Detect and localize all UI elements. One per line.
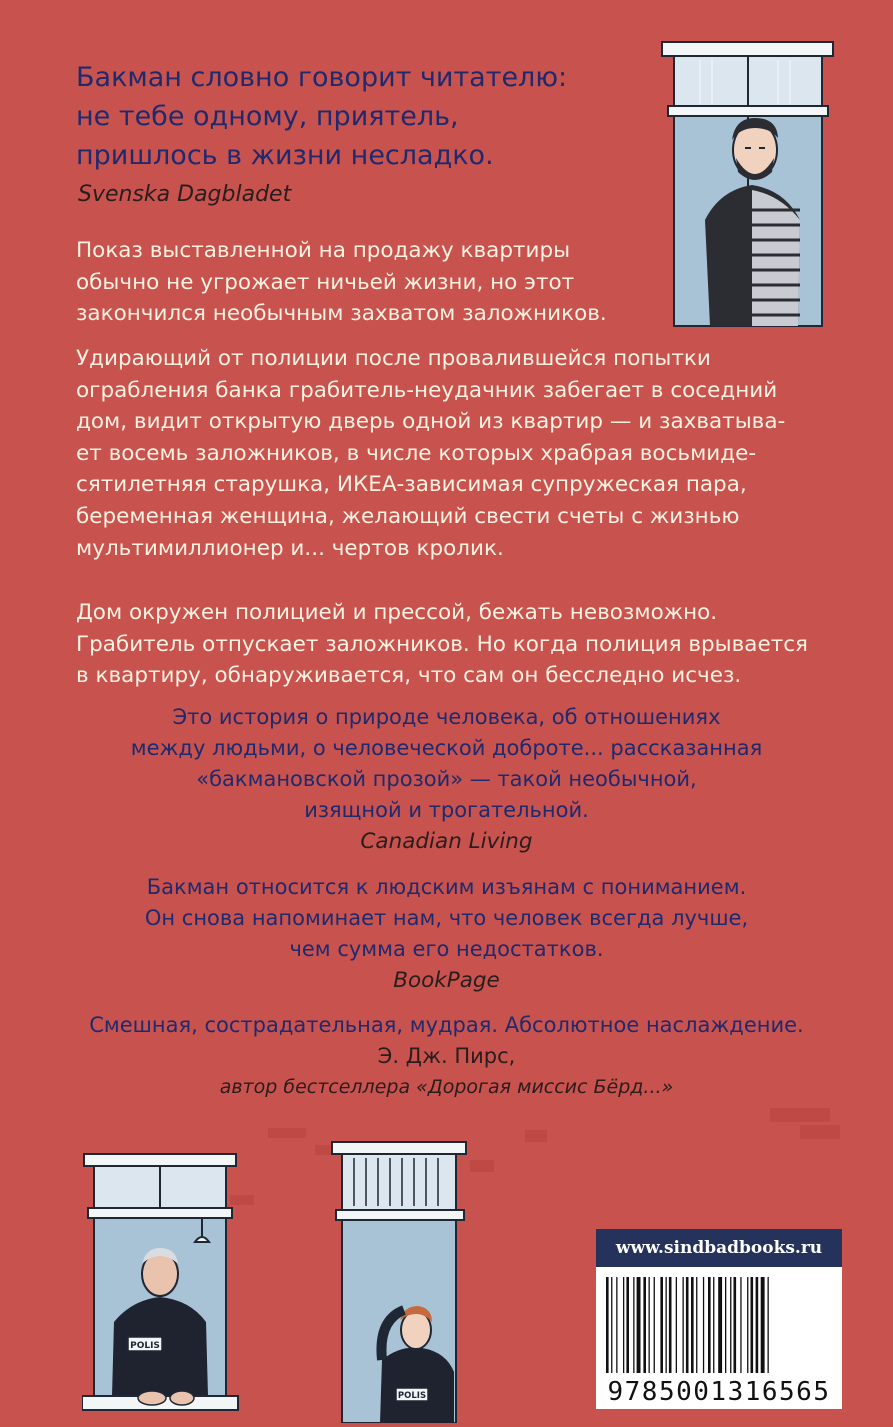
text-line: Дом окружен полицией и прессой, бежать невозможно. <box>76 600 718 625</box>
publisher-url: www.sindbadbooks.ru <box>596 1229 842 1267</box>
main-quote <box>76 58 656 175</box>
police-badge-left: POLIS <box>130 1341 160 1351</box>
barcode-bar <box>660 1277 663 1373</box>
text-line: закончился необычным захватом заложников. <box>76 301 607 327</box>
barcode-bar <box>683 1277 684 1373</box>
review-line: Это история о природе человека, об отношениях <box>172 705 721 729</box>
barcode-bar <box>751 1277 754 1373</box>
man-in-window-illustration <box>660 40 835 340</box>
barcode-bar <box>633 1277 634 1373</box>
barcode-bar <box>649 1277 650 1373</box>
review-line: Бакман относится к людским изъянам с пониманием. <box>146 875 747 899</box>
text-line: беременная женщина, желающий свести счеты с жизнью <box>76 503 740 529</box>
isbn-barcode <box>596 1229 842 1409</box>
barcode-bar <box>666 1277 667 1373</box>
window-illustration-bottom-left <box>82 1152 242 1423</box>
window-illustration-bottom-middle <box>330 1140 470 1423</box>
main-quote-line: пришлось в жизни несладко. <box>76 140 494 171</box>
barcode-bar <box>713 1277 714 1373</box>
barcode-bar <box>696 1277 697 1373</box>
text-line: в квартиру, обнаруживается, что сам он бесследно исчез. <box>76 663 742 689</box>
main-quote-line: не тебе одному, приятель, <box>76 101 459 132</box>
text-line: Удирающий от полиции после провалившейся попытки <box>76 346 711 371</box>
text-line: обычно не угрожает ничьей жизни, но этот <box>76 269 575 295</box>
text-line: Грабитель отпускает заложников. Но когда полиция врывается <box>76 631 808 657</box>
barcode-bar <box>734 1277 737 1373</box>
barcode-bar <box>730 1277 731 1373</box>
text-line: мультимиллионер и... чертов кролик. <box>76 535 504 561</box>
barcode-bar <box>768 1277 769 1373</box>
police-badge-right: POLIS <box>397 1391 427 1401</box>
barcode-bars <box>604 1277 834 1373</box>
barcode-bar <box>740 1277 741 1373</box>
review-line: между людьми, о человеческой доброте... рассказанная <box>130 736 763 760</box>
review-pierce <box>40 1010 853 1103</box>
review-author: Э. Дж. Пирс, <box>377 1044 516 1068</box>
review-line: Смешная, сострадательная, мудрая. Абсолютное наслаждение. <box>89 1013 804 1037</box>
main-quote-line: Бакман словно говорит читателю: <box>76 62 568 93</box>
text-line: Показ выставленной на продажу квартиры <box>76 238 571 263</box>
barcode-bar <box>654 1277 655 1373</box>
decor-block <box>268 1128 306 1138</box>
review-bookpage <box>40 872 853 996</box>
barcode-bar <box>718 1277 722 1373</box>
police-officer-illustration <box>82 1152 242 1423</box>
barcode-bar <box>686 1277 689 1373</box>
barcode-bar <box>761 1277 765 1373</box>
text-line: сятилетняя старушка, ИКЕА-зависимая супружеская пара, <box>76 472 747 498</box>
barcode-bar <box>623 1277 624 1373</box>
decor-block <box>525 1130 547 1142</box>
barcode-bar <box>703 1277 704 1373</box>
decor-block <box>800 1125 840 1139</box>
barcode-bar <box>626 1277 629 1373</box>
review-canadian-living <box>40 702 853 857</box>
barcode-bar <box>606 1277 609 1373</box>
decor-block <box>770 1108 830 1122</box>
main-quote-source: Svenska Dagbladet <box>78 182 292 207</box>
synopsis-paragraph-2 <box>76 343 818 564</box>
barcode-bar <box>676 1277 677 1373</box>
isbn-number: 9785001316565 <box>607 1377 831 1407</box>
review-source: Canadian Living <box>360 829 533 854</box>
text-line: ограбления банка грабитель-неудачник забегает в соседний <box>76 377 778 403</box>
barcode-bar <box>708 1277 711 1373</box>
window-illustration-top <box>660 40 835 340</box>
barcode-bar <box>669 1277 672 1373</box>
review-line: «бакмановской прозой» — такой необычной, <box>196 767 697 791</box>
barcode-bar <box>611 1277 612 1373</box>
barcode-bar <box>756 1277 759 1373</box>
synopsis-paragraph-1 <box>76 235 651 330</box>
review-author-note: автор бестселлера «Дорогая миссис Бёрд...» <box>219 1076 674 1098</box>
barcode-bar <box>691 1277 694 1373</box>
review-line: изящной и трогательной. <box>304 798 589 822</box>
text-line: дом, видит открытую дверь одной из квартир — и захватыва- <box>76 409 786 435</box>
barcode-bar <box>725 1277 726 1373</box>
barcode-bar <box>637 1277 641 1373</box>
synopsis-paragraph-3 <box>76 597 818 692</box>
review-line: Он снова напоминает нам, что человек всегда лучше, <box>144 906 749 930</box>
text-line: ет восемь заложников, в числе которых храбрая восьмиде- <box>76 440 757 466</box>
barcode-bar <box>643 1277 646 1373</box>
barcode-bar <box>616 1277 617 1373</box>
barcode-bar <box>747 1277 748 1373</box>
review-line: чем сумма его недостатков. <box>289 937 604 961</box>
decor-block <box>470 1160 494 1172</box>
young-officer-illustration <box>330 1140 470 1423</box>
review-source: BookPage <box>393 968 500 993</box>
